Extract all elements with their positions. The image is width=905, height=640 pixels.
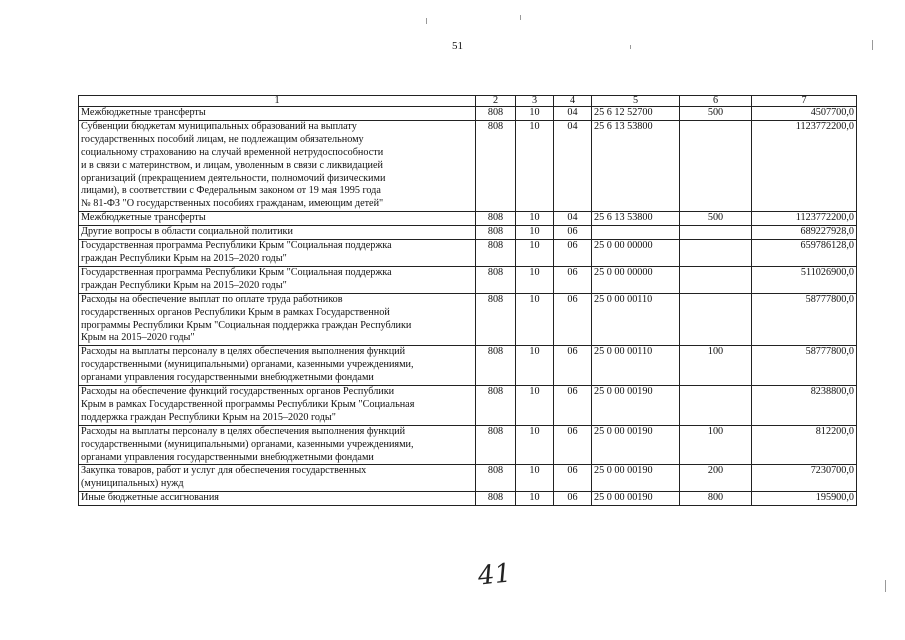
cell-section: 10 — [516, 212, 554, 226]
cell-section: 10 — [516, 226, 554, 240]
cell-expense-type: 200 — [680, 465, 752, 492]
cell-amount: 511026900,0 — [752, 266, 857, 293]
cell-amount: 812200,0 — [752, 425, 857, 465]
cell-section: 10 — [516, 386, 554, 426]
row-description — [79, 226, 476, 240]
cell-code: 808 — [476, 107, 516, 121]
scan-speck — [426, 18, 427, 24]
row-description — [79, 346, 476, 386]
row-description — [79, 492, 476, 506]
cell-amount: 7230700,0 — [752, 465, 857, 492]
row-description-text: Субвенции бюджетам муниципальных образований на выплату государственных пособий лицам, не подлежащим обязательному социальному страхованию на случай временной нетрудоспособности и в связи с материнством, и лицам, уволенным в связи с ликвидацией организаций (прекращением деятельности, полномочий физическими лицами), в соответствии с Федеральным законом от 19 мая 1995 года № 81-ФЗ "О государственных пособиях гражданам, имеющим детей" — [81, 120, 386, 210]
col-header-1: 1 — [79, 96, 476, 107]
table-row — [79, 465, 857, 492]
cell-subsection: 04 — [554, 120, 592, 211]
table-row — [79, 425, 857, 465]
row-description-text: Закупка товаров, работ и услуг для обеспечения государственных (муниципальных) нужд — [81, 465, 367, 490]
cell-amount: 4507700,0 — [752, 107, 857, 121]
cell-subsection: 06 — [554, 492, 592, 506]
cell-expense-type: 100 — [680, 346, 752, 386]
cell-code: 808 — [476, 492, 516, 506]
row-description-text: Государственная программа Республики Крым "Социальная поддержка граждан Республики Крым на 2015–2020 годы" — [81, 240, 392, 264]
cell-target-article: 25 6 13 53800 — [592, 120, 680, 211]
table-row — [79, 346, 857, 386]
cell-subsection: 06 — [554, 293, 592, 346]
row-description-text: Расходы на выплаты персоналу в целях обеспечения выполнения функций государственными (муниципальными) органами, казенными учреждениями, органами управления государственными внебюджетными фондами — [81, 346, 414, 384]
scan-speck — [885, 580, 886, 592]
table-row — [79, 492, 857, 506]
cell-subsection: 04 — [554, 107, 592, 121]
cell-target-article: 25 0 00 00000 — [592, 266, 680, 293]
row-description — [79, 425, 476, 465]
cell-section: 10 — [516, 492, 554, 506]
cell-amount: 659786128,0 — [752, 240, 857, 267]
cell-amount: 8238800,0 — [752, 386, 857, 426]
cell-amount: 689227928,0 — [752, 226, 857, 240]
table-row — [79, 293, 857, 346]
cell-code: 808 — [476, 465, 516, 492]
cell-target-article: 25 0 00 00190 — [592, 492, 680, 506]
col-header-3: 3 — [516, 96, 554, 107]
cell-section: 10 — [516, 120, 554, 211]
cell-code: 808 — [476, 226, 516, 240]
cell-subsection: 06 — [554, 465, 592, 492]
cell-target-article: 25 0 00 00110 — [592, 293, 680, 346]
row-description — [79, 212, 476, 226]
cell-expense-type — [680, 293, 752, 346]
row-description-text: Межбюджетные трансферты — [81, 212, 206, 224]
scan-speck — [630, 45, 631, 49]
table-row — [79, 240, 857, 267]
cell-subsection: 06 — [554, 266, 592, 293]
row-description-text: Иные бюджетные ассигнования — [81, 492, 219, 504]
cell-expense-type — [680, 240, 752, 267]
cell-target-article: 25 0 00 00190 — [592, 425, 680, 465]
cell-expense-type — [680, 386, 752, 426]
row-description — [79, 120, 476, 211]
header-row — [79, 96, 857, 107]
cell-target-article: 25 6 13 53800 — [592, 212, 680, 226]
row-description-text: Расходы на обеспечение выплат по оплате труда работников государственных органов Республики Крым в рамках Государственной программы Республики Крым "Социальная поддержка граждан Республики Крым на 2015–2020 годы" — [81, 293, 412, 344]
cell-section: 10 — [516, 240, 554, 267]
cell-target-article: 25 0 00 00190 — [592, 465, 680, 492]
cell-section: 10 — [516, 266, 554, 293]
cell-expense-type: 800 — [680, 492, 752, 506]
cell-amount: 58777800,0 — [752, 346, 857, 386]
cell-amount: 58777800,0 — [752, 293, 857, 346]
row-description-text: Межбюджетные трансферты — [81, 107, 206, 118]
handwritten-mark: 41 — [476, 558, 513, 592]
row-description — [79, 465, 476, 492]
cell-section: 10 — [516, 465, 554, 492]
scan-speck — [872, 40, 873, 50]
cell-code: 808 — [476, 293, 516, 346]
cell-section: 10 — [516, 346, 554, 386]
cell-subsection: 06 — [554, 346, 592, 386]
cell-amount: 1123772200,0 — [752, 120, 857, 211]
cell-subsection: 06 — [554, 425, 592, 465]
col-header-7: 7 — [752, 96, 857, 107]
cell-subsection: 06 — [554, 226, 592, 240]
cell-code: 808 — [476, 266, 516, 293]
cell-expense-type — [680, 120, 752, 211]
cell-expense-type — [680, 266, 752, 293]
cell-amount: 1123772200,0 — [752, 212, 857, 226]
row-description — [79, 240, 476, 267]
cell-code: 808 — [476, 120, 516, 211]
cell-subsection: 06 — [554, 386, 592, 426]
cell-expense-type: 100 — [680, 425, 752, 465]
col-header-4: 4 — [554, 96, 592, 107]
table-row — [79, 266, 857, 293]
cell-target-article: 25 0 00 00110 — [592, 346, 680, 386]
cell-section: 10 — [516, 293, 554, 346]
row-description-text: Другие вопросы в области социальной политики — [81, 226, 293, 238]
row-description-text: Государственная программа Республики Крым "Социальная поддержка граждан Республики Крым на 2015–2020 годы" — [81, 266, 392, 291]
budget-table — [78, 95, 857, 506]
row-description — [79, 293, 476, 346]
cell-expense-type: 500 — [680, 107, 752, 121]
row-description-text: Расходы на выплаты персоналу в целях обеспечения выполнения функций государственными (муниципальными) органами, казенными учреждениями, органами управления государственными внебюджетными фондами — [81, 425, 414, 463]
row-description — [79, 107, 476, 121]
col-header-6: 6 — [680, 96, 752, 107]
row-description-text: Расходы на обеспечение функций государственных органов Республики Крым в рамках Государственной программы Республики Крым "Социальная поддержка граждан Республики Крым на 2015–2020 годы" — [81, 386, 415, 423]
col-header-5: 5 — [592, 96, 680, 107]
table-row — [79, 120, 857, 211]
cell-target-article: 25 6 12 52700 — [592, 107, 680, 121]
scan-speck — [520, 15, 521, 20]
cell-subsection: 06 — [554, 240, 592, 267]
cell-code: 808 — [476, 386, 516, 426]
table-row — [79, 386, 857, 426]
cell-target-article: 25 0 00 00000 — [592, 240, 680, 267]
cell-code: 808 — [476, 425, 516, 465]
cell-section: 10 — [516, 425, 554, 465]
cell-code: 808 — [476, 346, 516, 386]
row-description — [79, 386, 476, 426]
cell-target-article: 25 0 00 00190 — [592, 386, 680, 426]
col-header-2: 2 — [476, 96, 516, 107]
cell-target-article — [592, 226, 680, 240]
cell-section: 10 — [516, 107, 554, 121]
table-row — [79, 212, 857, 226]
page-number: 51 — [452, 40, 463, 52]
cell-code: 808 — [476, 212, 516, 226]
cell-expense-type: 500 — [680, 212, 752, 226]
cell-code: 808 — [476, 240, 516, 267]
table-row — [79, 226, 857, 240]
cell-subsection: 04 — [554, 212, 592, 226]
row-description — [79, 266, 476, 293]
cell-expense-type — [680, 226, 752, 240]
cell-amount: 195900,0 — [752, 492, 857, 506]
table-row — [79, 107, 857, 121]
